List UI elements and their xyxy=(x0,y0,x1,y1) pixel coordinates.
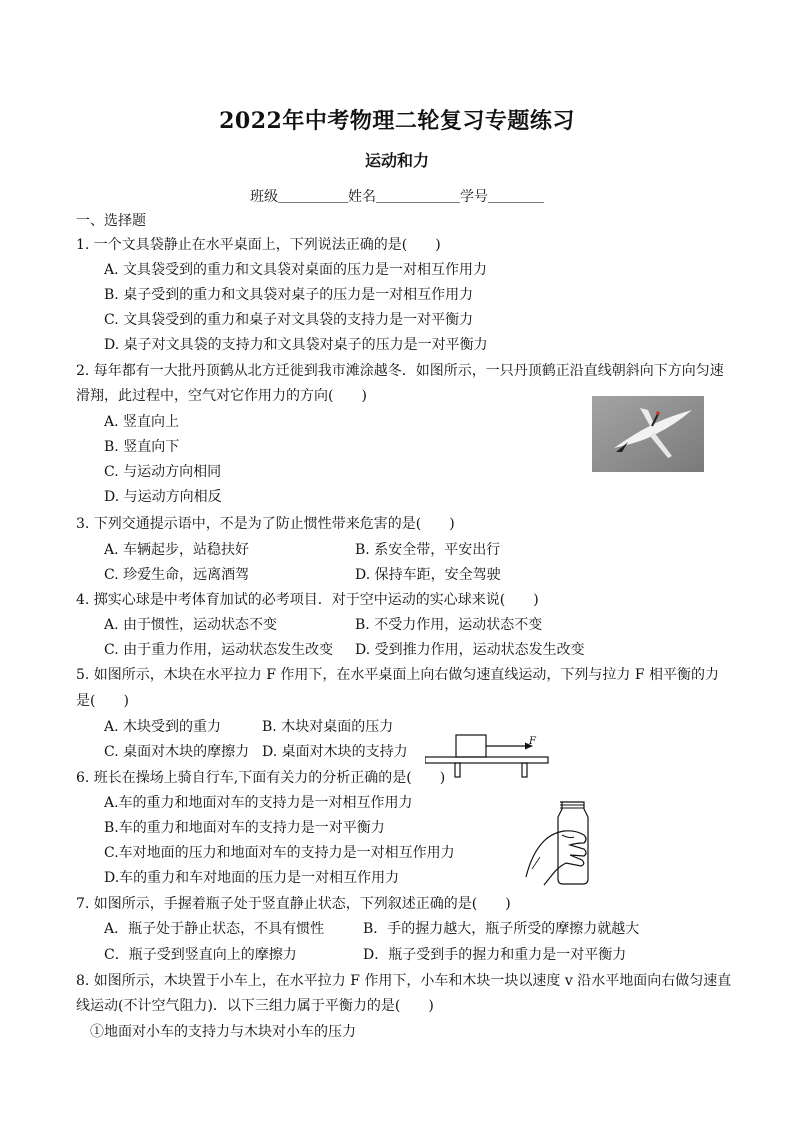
table-leg-left xyxy=(455,763,460,777)
page-title: 2022年中考物理二轮复习专题练习 xyxy=(219,108,575,134)
question-7-option-a: A．瓶子处于静止状态，不具有惯性 xyxy=(104,921,325,937)
question-1-stem: 1. 一个文具袋静止在水平桌面上，下列说法正确的是( ) xyxy=(76,237,441,253)
question-2-stem-line-2: 滑翔，此过程中，空气对它作用力的方向( ) xyxy=(76,388,367,404)
question-4-option-a: A. 由于惯性，运动状态不变 xyxy=(104,617,278,633)
question-2-option-c: C. 与运动方向相同 xyxy=(104,464,222,480)
question-8-stem-line-1: 8. 如图所示，木块置于小车上，在水平拉力 F 作用下，小车和木块一块以速度 v 沿水平地面向右做匀速直 xyxy=(76,973,732,989)
question-3-stem: 3. 下列交通提示语中，不是为了防止惯性带来危害的是( ) xyxy=(76,516,455,532)
question-6-option-a: A.车的重力和地面对车的支持力是一对相互作用力 xyxy=(104,795,413,811)
crane-photo-figure xyxy=(592,396,704,472)
question-2-option-d: D. 与运动方向相反 xyxy=(104,489,222,505)
wooden-block xyxy=(456,735,486,757)
question-8-item-1: ①地面对小车的支持力与木块对小车的压力 xyxy=(90,1024,356,1040)
question-1-option-a: A. 文具袋受到的重力和文具袋对桌面的压力是一对相互作用力 xyxy=(104,262,488,278)
question-4-option-c: C. 由于重力作用，运动状态发生改变 xyxy=(104,642,334,658)
question-7-stem: 7. 如图所示，手握着瓶子处于竖直静止状态，下列叙述正确的是( ) xyxy=(76,896,511,912)
question-5-option-a: A. 木块受到的重力 xyxy=(104,719,222,735)
student-info-line: 班级＿＿＿＿＿姓名＿＿＿＿＿＿学号＿＿＿＿ xyxy=(250,189,544,205)
table-leg-right xyxy=(522,763,527,777)
question-2-option-a: A. 竖直向上 xyxy=(104,414,180,430)
question-6-option-d: D.车的重力和车对地面的压力是一对相互作用力 xyxy=(104,870,400,886)
page-subtitle: 运动和力 xyxy=(364,151,429,170)
question-5-option-c: C. 桌面对木块的摩擦力 xyxy=(104,744,250,760)
question-8-stem-line-2: 线运动(不计空气阻力)．以下三组力属于平衡力的是( ) xyxy=(76,998,434,1014)
force-label: F xyxy=(529,736,536,747)
question-4-option-b: B. 不受力作用，运动状态不变 xyxy=(355,617,543,633)
question-6-option-b: B.车的重力和地面对车的支持力是一对平衡力 xyxy=(104,820,385,836)
section-heading: 一、选择题 xyxy=(76,213,146,229)
question-6-stem: 6. 班长在操场上骑自行车,下面有关力的分析正确的是( ) xyxy=(76,770,446,786)
question-5-stem-line-2: 是( ) xyxy=(76,693,129,709)
question-5-option-b: B. 木块对桌面的压力 xyxy=(262,719,394,735)
question-7-option-b: B．手的握力越大，瓶子所受的摩擦力就越大 xyxy=(363,921,640,937)
question-3-option-c: C. 珍爱生命，远离酒驾 xyxy=(104,567,250,583)
question-3-option-d: D. 保持车距，安全驾驶 xyxy=(355,567,501,583)
question-1-option-b: B. 桌子受到的重力和文具袋对桌子的压力是一对相互作用力 xyxy=(104,287,474,303)
question-5-option-d: D. 桌面对木块的支持力 xyxy=(262,744,408,760)
question-1-option-c: C. 文具袋受到的重力和桌子对文具袋的支持力是一对平衡力 xyxy=(104,312,474,328)
question-6-option-c: C.车对地面的压力和地面对车的支持力是一对相互作用力 xyxy=(104,845,455,861)
question-3-option-a: A. 车辆起步，站稳扶好 xyxy=(104,542,250,558)
question-1-option-d: D. 桌子对文具袋的支持力和文具袋对桌子的压力是一对平衡力 xyxy=(104,337,488,353)
question-2-option-b: B. 竖直向下 xyxy=(104,439,180,455)
question-7-option-d: D．瓶子受到手的握力和重力是一对平衡力 xyxy=(363,947,627,963)
question-4-option-d: D. 受到推力作用，运动状态发生改变 xyxy=(355,642,585,658)
question-5-stem-line-1: 5. 如图所示，木块在水平拉力 F 作用下，在水平桌面上向右做匀速直线运动，下列与拉力 F 相平衡的力 xyxy=(76,667,720,683)
hand-holding-bottle-figure xyxy=(522,797,597,887)
question-7-option-c: C．瓶子受到竖直向上的摩擦力 xyxy=(104,947,297,963)
question-3-option-b: B. 系安全带，平安出行 xyxy=(355,542,501,558)
hand xyxy=(526,831,586,885)
question-4-stem: 4. 掷实心球是中考体育加试的必考项目．对于空中运动的实心球来说( ) xyxy=(76,592,539,608)
table-top xyxy=(425,757,548,763)
question-2-stem-line-1: 2. 每年都有一大批丹顶鹤从北方迁徙到我市滩涂越冬．如图所示，一只丹顶鹤正沿直线朝斜向下方向匀速 xyxy=(76,363,724,379)
